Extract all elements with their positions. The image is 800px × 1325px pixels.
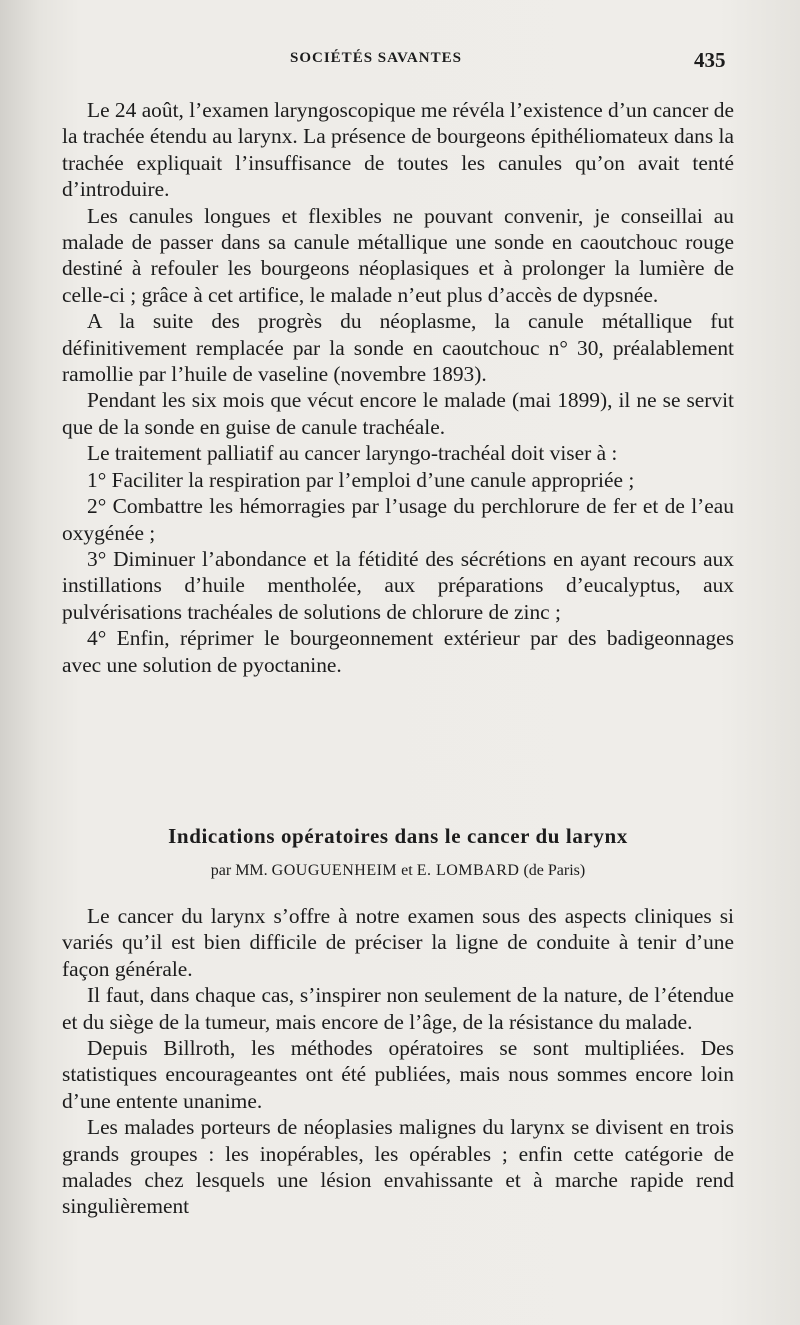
list-item: 1° Faciliter la respiration par l’emploi d’une canule appropriée ; <box>87 467 635 492</box>
paragraph: Le 24 août, l’examen laryngoscopique me révéla l’existence d’un cancer de la trachée étendu au larynx. La présence de bourgeons épithéliomateux dans la trachée expliquait l’insuffisance de toutes les canules qu’on avait tenté d’introduire. <box>62 98 734 202</box>
paragraph: A la suite des progrès du néoplasme, la canule métallique fut définitivement remplacée par la sonde en caoutchouc n° 30, préalablement ramollie par l’huile de vaseline (novembre 1893). <box>62 309 734 387</box>
article-byline <box>62 862 734 880</box>
running-head: SOCIÉTÉS SAVANTES <box>290 50 462 66</box>
paragraph: Il faut, dans chaque cas, s’inspirer non seulement de la nature, de l’étendue et du siège de la tumeur, mais encore de l’âge, de la résistance du malade. <box>62 983 734 1034</box>
list-item: 4° Enfin, réprimer le bourgeonnement extérieur par des badigeonnages avec une solution de pyoctanine. <box>62 626 734 677</box>
page-header <box>0 48 800 78</box>
paragraph: Les malades porteurs de néoplasies malignes du larynx se divisent en trois grands groupes : les inopérables, les opérables ; enfin cette catégorie de malades chez lesquels une lésion envahissante et à marche rapide rend singulièrement <box>62 1115 734 1219</box>
case-report-text <box>62 97 734 678</box>
list-item: 3° Diminuer l’abondance et la fétidité des sécrétions en ayant recours aux instillations d’huile mentholée, aux préparations d’eucalyptus, aux pulvérisations trachéales de solutions de chlorure de zinc ; <box>62 546 734 624</box>
byline-prefix: par MM. <box>210 862 268 879</box>
list-item: 2° Combattre les hémorragies par l’usage du perchlorure de fer et de l’eau oxygénée ; <box>62 494 734 545</box>
paragraph: Depuis Billroth, les méthodes opératoires se sont multipliées. Des statistiques encourageantes ont été publiées, mais nous sommes encore loin d’une entente unanime. <box>62 1036 734 1113</box>
paragraph: Le traitement palliatif au cancer laryngo-trachéal doit viser à : <box>87 441 618 466</box>
article-title: Indications opératoires dans le cancer du larynx <box>168 824 628 848</box>
author-name: GOUGUENHEIM <box>271 862 398 879</box>
page-number: 435 <box>694 48 726 72</box>
paragraph: Le cancer du larynx s’offre à notre examen sous des aspects cliniques si variés qu’il est bien difficile de préciser la ligne de conduite à tenir d’une façon générale. <box>62 904 734 981</box>
article-body <box>62 903 734 1220</box>
byline-conjunction: et <box>401 862 413 879</box>
author-name: E. LOMBARD <box>416 862 520 879</box>
paragraph: Les canules longues et flexibles ne pouvant convenir, je conseillai au malade de passer dans sa canule métallique une sonde en caoutchouc rouge destiné à refouler les bourgeons néoplasiques et à prolonger la lumière de celle-ci ; grâce à cet artifice, le malade n’eut plus d’accès de dypsnée. <box>62 203 734 307</box>
author-location: (de Paris) <box>523 862 586 879</box>
paragraph: Pendant les six mois que vécut encore le malade (mai 1899), il ne se servit que de la sonde en guise de canule trachéale. <box>62 388 734 439</box>
